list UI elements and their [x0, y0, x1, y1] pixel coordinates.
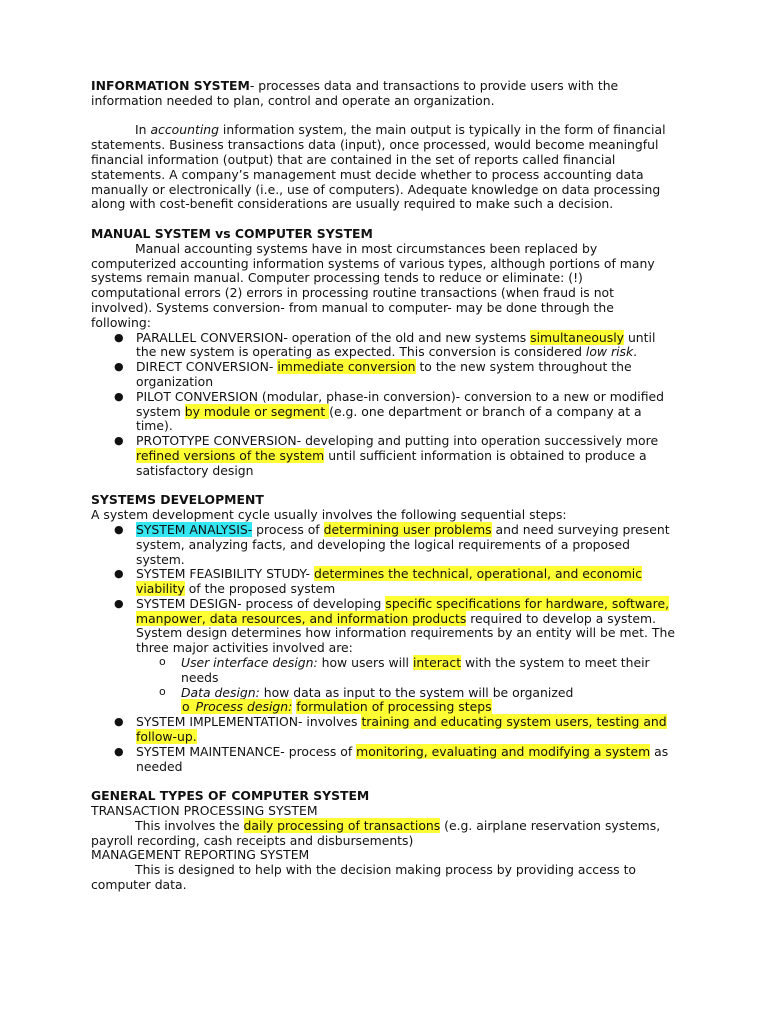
sysdev-heading: SYSTEMS DEVELOPMENT: [91, 492, 264, 508]
highlight: simultaneously: [530, 329, 625, 345]
highlight: daily processing of transactions: [243, 817, 441, 833]
list-item-analysis: ● SYSTEM ANALYSIS- process of determining user problems and need surveying present system, analyzing facts, and developing the logical requirements of a proposed system.: [114, 521, 670, 567]
bullet-icon: ●: [114, 360, 124, 374]
highlight: immediate conversion: [277, 359, 416, 375]
sub-bullet-icon: o: [181, 699, 196, 714]
bullet-icon: ●: [114, 596, 124, 610]
list-item-maintenance: ● SYSTEM MAINTENANCE- process of monitoring, evaluating and modifying a system as needed: [114, 743, 669, 774]
list-item-parallel: ● PARALLEL CONVERSION- operation of the old and new systems simultaneously until the new system is operating as expected. This conversion is considered low risk.: [114, 329, 656, 360]
accounting-paragraph: In accounting information system, the main output is typically in the form of financial statements. Business transactions data (input), once processed, would become meaningful financial information (output) that are contained in the set of reports called financial statements. A company’s management must decide whether to process accounting data manually or electronically (i.e., use of computers). Adequate knowledge on data processing along with cost-benefit considerations are usually required to make such a decision.: [91, 122, 666, 212]
highlight: training and educating system users, testing and follow-up.: [136, 714, 667, 745]
highlight: determining user problems: [323, 521, 492, 537]
bullet-icon: ●: [114, 715, 124, 729]
highlight: monitoring, evaluating and modifying a system: [356, 743, 651, 759]
tps-paragraph: This involves the daily processing of transactions (e.g. airplane reservation systems, payroll recording, cash receipts and disbursements): [91, 817, 661, 848]
bullet-icon: ●: [114, 389, 124, 403]
highlight: determines the technical, operational, and economic viability: [136, 566, 643, 597]
highlight: specific specifications for hardware, software, manpower, data resources, and information products: [136, 595, 670, 626]
cyan-highlight: SYSTEM ANALYSIS-: [136, 521, 253, 537]
highlight: formulation of processing steps: [296, 699, 492, 715]
list-item-feasibility: ● SYSTEM FEASIBILITY STUDY- determines the technical, operational, and economic viability of the proposed system: [114, 566, 643, 597]
info-paragraph: INFORMATION SYSTEM- processes data and transactions to provide users with the information needed to plan, control and operate an organization.: [91, 78, 619, 108]
highlight: interact: [412, 655, 462, 671]
info-title: INFORMATION SYSTEM: [91, 78, 250, 93]
bullet-icon: ●: [114, 522, 124, 536]
sub-item-ui-design: o User interface design: how users will interact with the system to meet their needs: [159, 655, 650, 685]
bullet-icon: ●: [114, 330, 124, 344]
bullet-icon: ●: [114, 744, 124, 758]
sysdev-list: [91, 523, 675, 775]
manual-intro: Manual accounting systems have in most circumstances been replaced by computerized accounting information systems of various types, although portions of many systems remain manual. Computer processing tends to reduce or eliminate: (!) computational errors (2) errors in processing routine transactions (when fraud is not involved). Systems conversion- from manual to computer- may be done through the following:: [91, 240, 655, 330]
design-sublist: [136, 656, 675, 715]
sysdev-intro: A system development cycle usually involves the following sequential steps:: [91, 507, 567, 523]
list-item-direct: ● DIRECT CONVERSION- immediate conversion to the new system throughout the organization: [114, 359, 632, 389]
tps-title: TRANSACTION PROCESSING SYSTEM: [91, 803, 318, 819]
list-item-design: ● SYSTEM DESIGN- process of developing specific specifications for hardware, software, manpower, data resources, and information products required to develop a system. System design determines how information requirements by an entity will be met. The three major activities involved are: o User interface design: how users will interact with the system to meet their needs o Data design: how data as input to the system will be organized o Process design: formulation of processing steps: [114, 595, 675, 715]
sub-bullet-icon: o: [159, 684, 166, 698]
list-item-pilot: ● PILOT CONVERSION (modular, phase-in conversion)- conversion to a new or modified system by module or segment (e.g. one department or branch of a company at a time).: [114, 388, 664, 434]
general-heading: GENERAL TYPES OF COMPUTER SYSTEM: [91, 788, 370, 804]
highlight-row: o Process design:: [182, 699, 293, 715]
list-item-prototype: ● PROTOTYPE CONVERSION- developing and putting into operation successively more refined versions of the system until sufficient information is obtained to produce a satisfactory design: [114, 433, 659, 478]
sub-bullet-icon: o: [159, 655, 166, 669]
bullet-icon: ●: [114, 434, 124, 448]
sub-item-process-design: [181, 700, 675, 715]
manual-heading: MANUAL SYSTEM vs COMPUTER SYSTEM: [91, 225, 373, 241]
mrs-title: MANAGEMENT REPORTING SYSTEM: [91, 847, 310, 863]
highlight: refined versions of the system: [136, 447, 325, 463]
document-content: [91, 79, 675, 893]
sub-item-data-design: o Data design: how data as input to the system will be organized: [159, 684, 574, 700]
highlight: by module or segment: [184, 403, 330, 419]
conversion-list: [91, 331, 675, 479]
mrs-paragraph: This is designed to help with the decision making process by providing access to computer data.: [91, 862, 637, 893]
bullet-icon: ●: [114, 567, 124, 581]
list-item-implementation: ● SYSTEM IMPLEMENTATION- involves training and educating system users, testing and follow-up.: [114, 714, 667, 745]
